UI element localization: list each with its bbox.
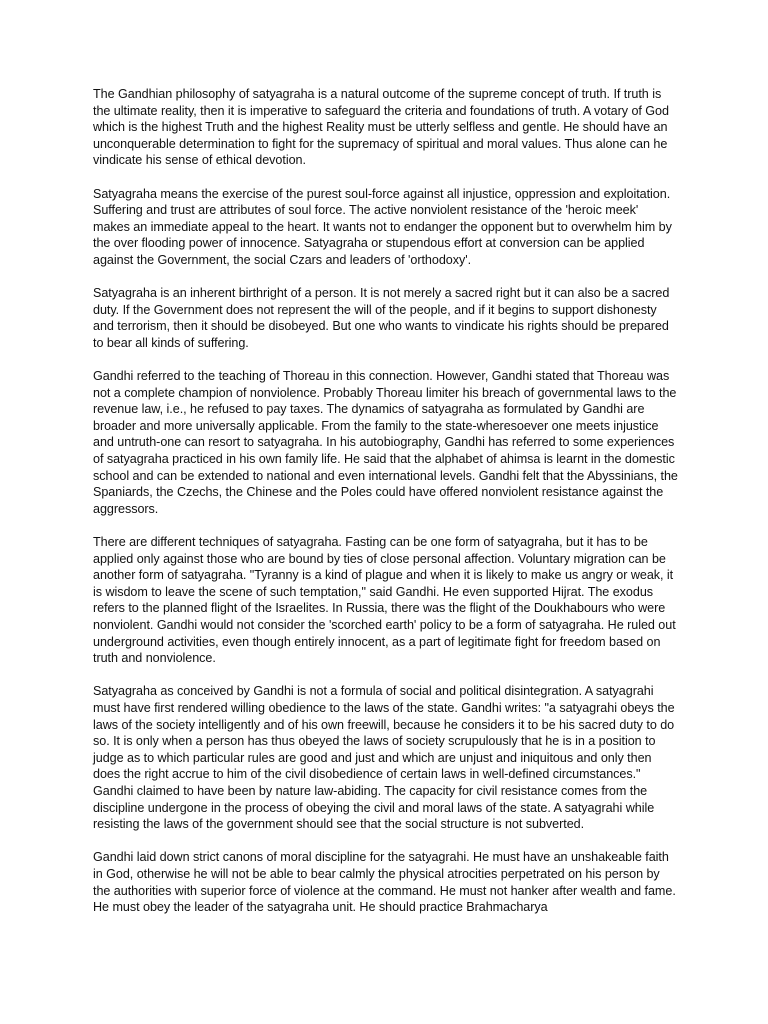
- document-body: [93, 86, 678, 932]
- paragraph-3: Satyagraha is an inherent birthright of a person. It is not merely a sacred right but it can also be a sacred duty. If the Government does not represent the will of the people, and if it begins to support dishonesty and terrorism, then it should be disobeyed. But one who wants to vindicate his rights should be prepared to bear all kinds of suffering.: [93, 286, 670, 350]
- paragraph-5: There are different techniques of satyagraha. Fasting can be one form of satyagraha, but it has to be applied only against those who are bound by ties of close personal affection. Voluntary migration can be another form of satyagraha. "Tyranny is a kind of plague and when it is likely to make us angry or weak, it is wisdom to leave the scene of such temptation," said Gandhi. He even supported Hijrat. The exodus refers to the planned flight of the Israelites. In Russia, there was the flight of the Doukhabours who were nonviolent. Gandhi would not consider the 'scorched earth' policy to be a form of satyagraha. He ruled out underground activities, even though entirely innocent, as a part of legitimate fight for freedom based on truth and nonviolence.: [93, 535, 676, 666]
- paragraph-1: The Gandhian philosophy of satyagraha is a natural outcome of the supreme concept of truth. If truth is the ultimate reality, then it is imperative to safeguard the criteria and foundations of truth. A votary of God which is the highest Truth and the highest Reality must be utterly selfless and gentle. He should have an unconquerable determination to fight for the supremacy of spiritual and moral values. Thus alone can he vindicate his sense of ethical devotion.: [93, 87, 669, 168]
- paragraph-7: Gandhi laid down strict canons of moral discipline for the satyagrahi. He must have an unshakeable faith in God, otherwise he will not be able to bear calmly the physical atrocities perpetrated on his person by the authorities with superior force of violence at the command. He must not hanker after wealth and fame. He must obey the leader of the satyagraha unit. He should practice Brahmacharya: [93, 850, 676, 915]
- paragraph-2: Satyagraha means the exercise of the purest soul-force against all injustice, oppression and exploitation. Suffering and trust are attributes of soul force. The active nonviolent resistance of the 'heroic meek' makes an immediate appeal to the heart. It wants not to endanger the opponent but to overwhelm him by the over flooding power of innocence. Satyagraha or stupendous effort at conversion can be applied against the Government, the social Czars and leaders of 'orthodoxy'.: [93, 186, 672, 267]
- paragraph-4: Gandhi referred to the teaching of Thoreau in this connection. However, Gandhi stated that Thoreau was not a complete champion of nonviolence. Probably Thoreau limiter his breach of governmental laws to the revenue law, i.e., he refused to pay taxes. The dynamics of satyagraha as formulated by Gandhi are broader and more universally applicable. From the family to the state-wheresoever one meets injustice and untruth-one can resort to satyagraha. In his autobiography, Gandhi has referred to some experiences of satyagraha practiced in his own family life. He said that the alphabet of ahimsa is learnt in the domestic school and can be extended to national and even international levels. Gandhi felt that the Abyssinians, the Spaniards, the Czechs, the Chinese and the Poles could have offered nonviolent resistance against the aggressors.: [93, 369, 678, 516]
- paragraph-6: Satyagraha as conceived by Gandhi is not a formula of social and political disintegration. A satyagrahi must have first rendered willing obedience to the laws of the state. Gandhi writes: "a satyagrahi obeys the laws of the society intelligently and of his own freewill, because he considers it to be his sacred duty to do so. It is only when a person has thus obeyed the laws of society scrupulously that he is in a position to judge as to which particular rules are good and just and which are unjust and iniquitous and only then does the right accrue to him of the civil disobedience of certain laws in well-defined circumstances." Gandhi claimed to have been by nature law-abiding. The capacity for civil resistance comes from the discipline undergone in the process of obeying the civil and moral laws of the state. A satyagrahi while resisting the laws of the government should see that the social structure is not subverted.: [93, 684, 675, 832]
